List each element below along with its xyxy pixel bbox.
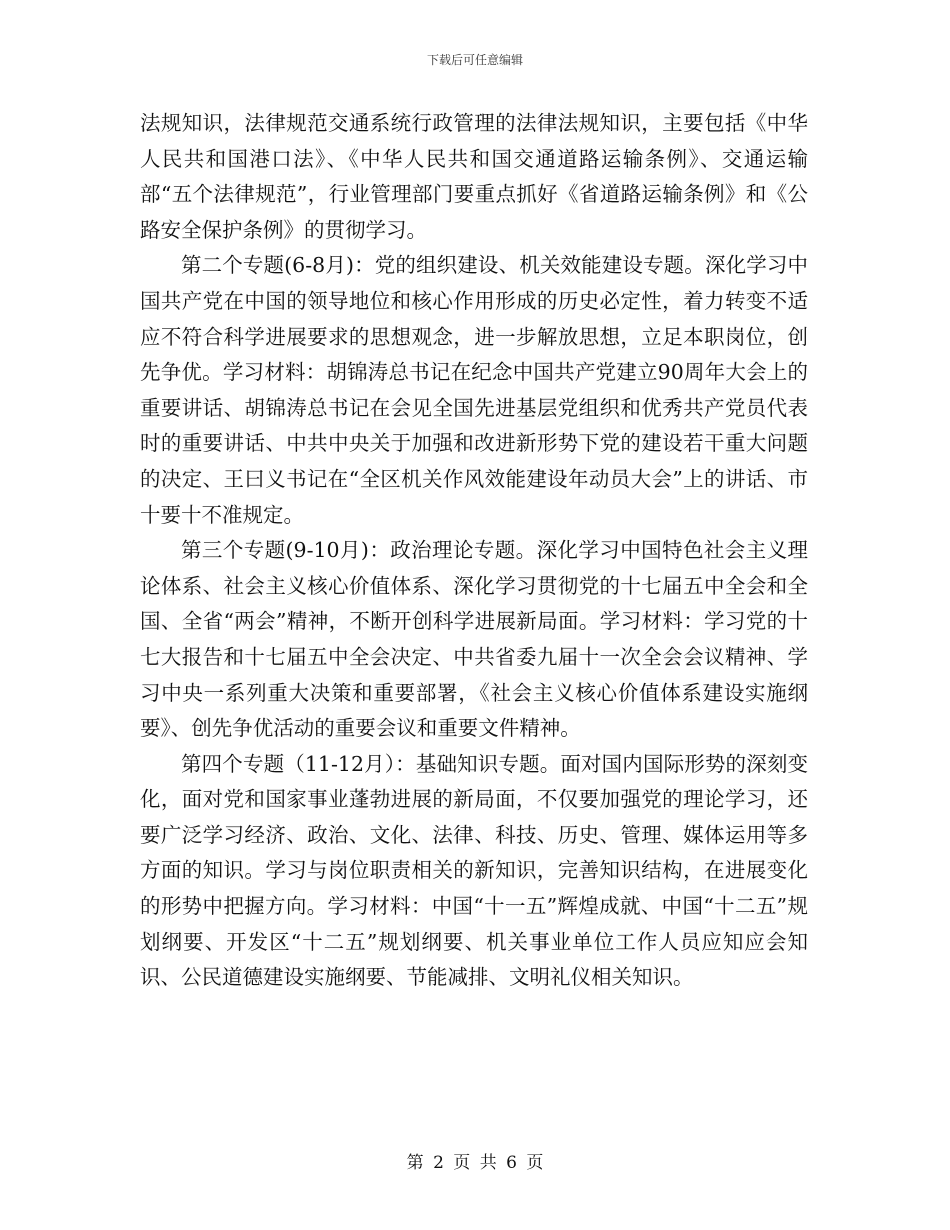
page-header-note: 下载后可任意编辑 — [426, 53, 523, 67]
document-body — [140, 106, 808, 996]
paragraph-topic-two: 第二个专题(6-8月)：党的组织建设、机关效能建设专题。深化学习中国共产党在中国的领导地位和核心作用形成的历史必定性，着力转变不适应不符合科学进展要求的思想观念，进一步解放思想，立足本职岗位，创先争优。学习材料：胡锦涛总书记在纪念中国共产党建立90周年大会上的重要讲话、胡锦涛总书记在会见全国先进基层党组织和优秀共产党员代表时的重要讲话、中共中央关于加强和改进新形势下党的建设若干重大问题的决定、王曰义书记在“全区机关作风效能建设年动员大会”上的讲话、市十要十不准规定。 — [140, 253, 808, 527]
paragraph-topic-four: 第四个专题（11-12月）：基础知识专题。面对国内国际形势的深刻变化，面对党和国家事业蓬勃进展的新局面，不仅要加强党的理论学习，还要广泛学习经济、政治、文化、法律、科技、历史、管理、媒体运用等多方面的知识。学习与岗位职责相关的新知识，完善知识结构，在进展变化的形势中把握方向。学习材料：中国“十一五”辉煌成就、中国“十二五”规划纲要、开发区“十二五”规划纲要、机关事业单位工作人员应知应会知识、公民道德建设实施纲要、节能减排、文明礼仪相关知识。 — [140, 751, 808, 990]
paragraph-topic-three: 第三个专题(9-10月)：政治理论专题。深化学习中国特色社会主义理论体系、社会主义核心价值体系、深化学习贯彻党的十七届五中全会和全国、全省“两会”精神，不断开创科学进展新局面。学习材料：学习党的十七大报告和十七届五中全会决定、中共省委九届十一次全会会议精神、学习中央一系列重大决策和重要部署，《社会主义核心价值体系建设实施纲要》、创先争优活动的重要会议和重要文件精神。 — [140, 538, 808, 741]
paragraph-laws: 法规知识，法律规范交通系统行政管理的法律法规知识，主要包括《中华人民共和国港口法》、《中华人民共和国交通道路运输条例》、交通运输部“五个法律规范”，行业管理部门要重点抓好《省道路运输条例》和《公路安全保护条例》的贯彻学习。 — [140, 111, 808, 242]
page-number: 第 2 页 共 6 页 — [406, 1153, 544, 1173]
